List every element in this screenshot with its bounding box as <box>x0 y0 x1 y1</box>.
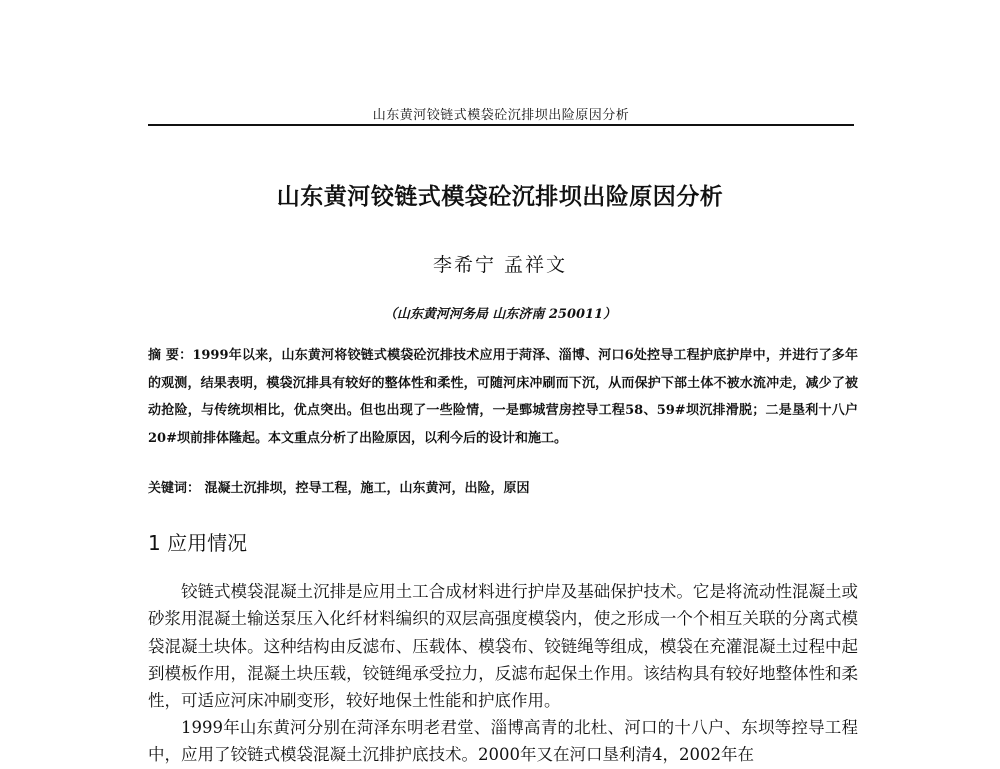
authors: 李希宁 孟祥文 <box>432 254 568 276</box>
header-rule <box>148 124 854 126</box>
abstract-text: 1999年以来，山东黄河将铰链式模袋砼沉排技术应用于菏泽、淄博、河口6处控导工程护底护岸中，并进行了多年的观测，结果表明，模袋沉排具有较好的整体性和柔性，可随河床冲刷而下沉，从而保护下部土体不被水流冲走，减少了被动抢险，与传统坝相比，优点突出。但也出现了一些险情，一是鄄城营房控导工程58、59#坝沉排滑脱；二是垦利十八户20#坝前排体隆起。本文重点分析了出险原因，以利今后的设计和施工。 <box>148 348 859 446</box>
keywords-text: 混凝土沉排坝，控导工程，施工，山东黄河，出险，原因 <box>204 481 530 496</box>
body-paragraph: 铰链式模袋混凝土沉排是应用土工合成材料进行护岸及基础保护技术。它是将流动性混凝土或砂浆用混凝土输送泵压入化纤材料编织的双层高强度模袋内，使之形成一个个相互关联的分离式模袋混凝土块体。这种结构由反滤布、压载体、模袋布、铰链绳等组成，模袋在充灌混凝土过程中起到模板作用，混凝土块压载，铰链绳承受拉力，反滤布起保土作用。该结构具有较好地整体性和柔性，可适应河床冲刷变形，较好地保土性能和护底作用。 <box>148 582 858 711</box>
abstract <box>148 342 858 452</box>
body-paragraph: 1999年山东黄河分别在菏泽东明老君堂、淄博高青的北杜、河口的十八户、东坝等控导工程中，应用了铰链式模袋混凝土沉排护底技术。2000年又在河口垦利清4，2002年在 <box>148 718 858 765</box>
paper-title: 山东黄河铰链式模袋砼沉排坝出险原因分析 <box>276 184 724 210</box>
running-header: 山东黄河铰链式模袋砼沉排坝出险原因分析 <box>372 108 630 123</box>
keywords-label: 关键词： <box>148 481 201 496</box>
section-heading: 1 应用情况 <box>148 531 248 555</box>
abstract-label: 摘 要： <box>148 348 193 363</box>
affiliation: （山东黄河河务局 山东济南 250011） <box>383 307 617 322</box>
keywords <box>148 477 854 496</box>
